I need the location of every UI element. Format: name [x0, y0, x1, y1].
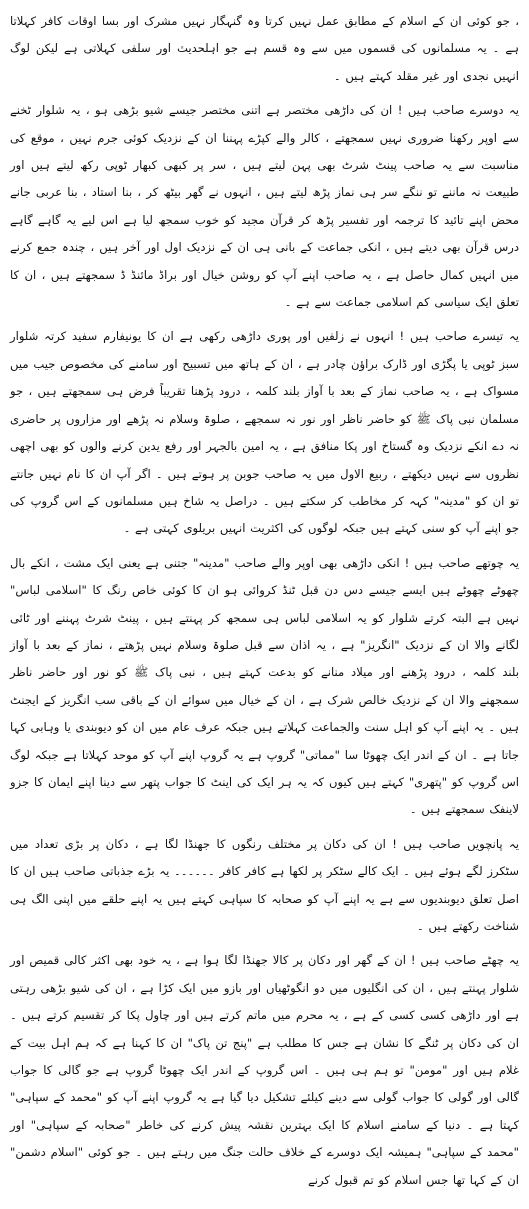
paragraph-sixth-person: یہ چھٹے صاحب ہیں ! ان کے گھر اور دکان پر کالا جھنڈا لگا ہوا ہے ، یہ خود بھی اکثر کالی قمیص اور شلوار پہنتے ہیں ، ان کی انگلیوں میں دو انگوٹھیاں اور بازو میں ایک کڑا ہے ، ان کی شیو بڑھی رہتی ہے اور داڑھی کسی کسی کے ہے ، یہ محرم میں ماتم کرتے ہیں اور چاول پکا کر تقسیم کرتے ہیں ۔ ان کی دکان پر ٹنگے کا نشان ہے جس کا مطلب ہے "پنج تن پاک" ان کا کہنا ہے کہ ہم اہل بیت کے غلام ہیں اور "مومن" تو ہم ہی ہیں ۔ اس گروپ کے اندر ایک چھوٹا گروپ ہے جو گالی کا جواب گالی اور گولی کا جواب گولی سے دینے کیلئے تشکیل دیا گیا ہے یہ گروپ اپنے آپ کو "محمد کے سپاہی" کہتا ہے ۔ دنیا کے سامنے اسلام کا ایک بہترین نقشہ پیش کرنے کی خاطر "صحابہ کے سپاہی" اور "محمد کے سپاہی" ہمیشہ ایک دوسرے کے خلاف حالت جنگ میں رہتے ہیں ۔ جو کوئی "اسلام دشمن" ان کے کہا تھا جس اسلام کو تم قبول کرنے	[10, 953, 519, 1187]
paragraph-fourth-person: یہ چوتھے صاحب ہیں ! انکی داڑھی بھی اوپر والے صاحب "مدینہ" جتنی ہے یعنی ایک مشت ، انکے بال چھوٹے چھوٹے ہیں ایسے جیسے دس دن قبل ٹنڈ کروائی ہو ان کا کوئی خاص رنگ کا "اسلامی لباس" نہیں ہے البتہ کرتے شلوار کو یہ اسلامی لباس ہی سمجھ کر پہنتے ہیں ، پینٹ شرٹ پہننے اور ٹائی لگانے والا ان کے نزدیک "انگریز" ہے ، یہ اذان سے قبل صلوۃ وسلام نہیں پڑھتے ، نماز کے بعد با آواز بلند کلمہ ، درود پڑھنے اور میلاد منانے کو بدعت کہتے ہیں ، نبی پاک ﷺ کو نور اور حاضر ناظر سمجھنے والا ان کے نزدیک خالص شرک ہے ، ان کے خیال میں سوائے ان کے باقی سب انگریز کے ایجنٹ ہیں ۔ یہ اپنے آپ کو اہل سنت والجماعت کہلاتے ہیں جبکہ عرف عام میں ان کو دیوبندی یا وہابی کہا جاتا ہے ۔ ان کے اندر ایک چھوٹا سا "مماتی" گروپ ہے یہ گروپ اپنے آپ کو موحد کہلاتا ہے جبکہ لوگ اس گروپ کو "پتھری" کہتے ہیں کیوں کہ یہ ہر ایک کی اینٹ کا جواب پتھر سے دینا اپنے ایمان کا جزو لاینفک سمجھتے ہیں ۔	[10, 555, 519, 817]
paragraph-fifth-person: یہ پانچویں صاحب ہیں ! ان کی دکان پر مختلف رنگوں کا جھنڈا لگا ہے ، دکان پر بڑی تعداد میں سٹکرز لگے ہوئے ہیں ۔ ایک کالے سٹکر پر لکھا ہے کافر کافر ۔۔۔۔۔۔ یہ بڑے جذباتی صاحب ہیں ان کا اصل تعلق دیوبندیوں سے ہے یہ اپنے آپ کو صحابہ کا سپاہی کہتے ہیں یہ اپنے حلقے میں اپنی الگ ہی شناخت رکھتے ہیں ۔	[10, 836, 519, 933]
paragraph-second-person: یہ دوسرے صاحب ہیں ! ان کی داڑھی مختصر ہے اتنی مختصر جیسے شیو بڑھی ہو ، یہ شلوار ٹخنے سے اوپر رکھنا ضروری نہیں سمجھتے ، کالر والے کپڑے پہننا ان کے نزدیک کوئی جرم نہیں ، موقع کی مناسبت سے یہ صاحب پینٹ شرٹ بھی پہن لیتے ہیں ، سر پر کبھی کبھار ٹوپی رکھ لیتے ہیں اور طبیعت نہ ماننے تو ننگے سر ہی نماز پڑھ لیتے ہیں ، انہوں نے گھر بیٹھ کر ، بنا استاد ، بنا عربی جانے محض اپنے تائید کا ترجمہ اور تفسیر پڑھ کر قرآن مجید کو خوب سمجھ لیا ہے اس لیے یہ گاہے گاہے درس قرآن بھی دیتے ہیں ، انکی جماعت کے بانی ہی ان کے نزدیک اول اور آخر ہیں ، چندہ جمع کرنے میں انہیں کمال حاصل ہے ، یہ صاحب اپنے آپ کو روشن خیال اور براڈ مائنڈ ڈ سمجھتے ہیں ، ان کا تعلق ایک سیاسی کم اسلامی جماعت سے ہے ۔	[10, 103, 519, 310]
paragraph-third-person: یہ تیسرے صاحب ہیں ! انہوں نے زلفیں اور پوری داڑھی رکھی ہے ان کا یونیفارم سفید کرتہ شلوار سبز ٹوپی یا پگڑی اور ڈارک براؤن چادر ہے ، ان کے ہاتھ میں تسبیح اور سامنے کی مخصوص جیب میں مسواک ہے ، یہ صاحب نماز کے بعد با آواز بلند کلمہ ، درود پڑھنا تقریباً فرض ہی سمجھتے ہیں ، جو مسلمان نبی پاک ﷺ کو حاضر ناظر اور نور نہ سمجھے ، صلوۃ وسلام نہ پڑھے اور مزاروں پر حاضری نہ دے انکے نزدیک وہ گستاخ اور پکا منافق ہے ، یہ امین بالجہر اور رفع یدین کرنے والوں کو بھی اچھی نظروں سے نہیں دیکھتے ، ربیع الاول میں یہ صاحب جوبن پر ہوتے ہیں ۔ اگر آپ ان کا نام نہیں جانتے تو ان کو "مدینہ" کہہ کر مخاطب کر سکتے ہیں ۔ دراصل یہ شاخ ہیں مسلمانوں کے اس گروپ کی جو اپنے آپ کو سنی کہتے ہیں جبکہ لوگوں کی اکثریت انہیں بریلوی کہتی ہے ۔	[10, 329, 519, 536]
paragraph-intro: ، جو کوئی ان کے اسلام کے مطابق عمل نہیں کرتا وہ گنہگار نہیں مشرک اور بسا اوقات کافر کہلاتا ہے ۔ یہ مسلمانوں کی قسموں میں سے وہ قسم ہے جو اہلحدیث اور سلفی کہلاتی ہے لیکن لوگ انہیں نجدی اور غیر مقلد کہتے ہیں ۔	[10, 14, 519, 83]
